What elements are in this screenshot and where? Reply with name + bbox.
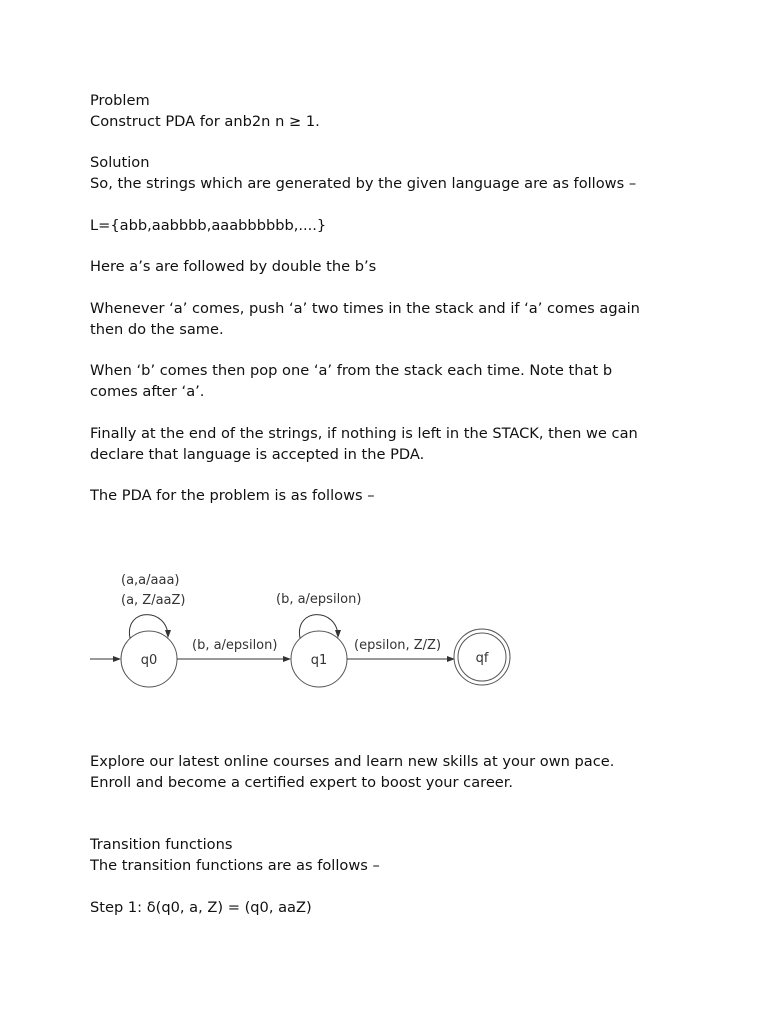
transitions-intro: The transition functions are as follows – bbox=[90, 856, 380, 874]
transitions-heading: Transition functions bbox=[90, 836, 233, 854]
accept-line-1: Finally at the end of the strings, if nothing is left in the STACK, then we can bbox=[90, 424, 638, 442]
document-continuation bbox=[90, 752, 690, 918]
pop-rule-line-1: When ‘b’ comes then pop one ‘a’ from the stack each time. Note that b bbox=[90, 362, 613, 380]
state-q0 bbox=[121, 631, 177, 687]
pda-state-diagram bbox=[86, 565, 526, 695]
problem-heading: Problem bbox=[90, 92, 150, 109]
pop-rule-line-2: comes after ‘a’. bbox=[90, 383, 205, 401]
state-qf bbox=[454, 629, 510, 685]
solution-heading: Solution bbox=[90, 154, 150, 172]
q0-loop-label-1: (a,a/aaa) bbox=[121, 573, 180, 588]
transition-step-1: Step 1: δ(q0, a, Z) = (q0, aaZ) bbox=[90, 898, 312, 916]
solution-intro: So, the strings which are generated by the given language are as follows – bbox=[90, 175, 637, 193]
state-q1 bbox=[291, 631, 347, 687]
promo-line-1: Explore our latest online courses and learn new skills at your own pace. bbox=[90, 753, 615, 770]
document-body bbox=[90, 91, 690, 507]
q0-loop-label-2: (a, Z/aaZ) bbox=[121, 593, 186, 608]
state-qf-label: qf bbox=[475, 651, 489, 666]
pda-intro: The PDA for the problem is as follows – bbox=[90, 487, 375, 505]
state-q0-label: q0 bbox=[140, 653, 158, 668]
q1-to-qf-label: (epsilon, Z/Z) bbox=[354, 638, 442, 653]
accept-line-2: declare that language is accepted in the PDA. bbox=[90, 445, 425, 463]
language-definition: L={abb,aabbbb,aaabbbbbb,....} bbox=[90, 216, 327, 234]
observation-text: Here a’s are followed by double the b’s bbox=[90, 258, 377, 276]
state-q1-label: q1 bbox=[310, 653, 328, 668]
q1-loop-label: (b, a/epsilon) bbox=[276, 592, 362, 607]
push-rule-line-2: then do the same. bbox=[90, 320, 224, 338]
push-rule-line-1: Whenever ‘a’ comes, push ‘a’ two times in the stack and if ‘a’ comes again bbox=[90, 299, 640, 317]
problem-statement: Construct PDA for anb2n n ≥ 1. bbox=[90, 112, 320, 130]
q0-to-q1-label: (b, a/epsilon) bbox=[192, 638, 278, 653]
promo-line-2: Enroll and become a certified expert to boost your career. bbox=[90, 773, 514, 791]
